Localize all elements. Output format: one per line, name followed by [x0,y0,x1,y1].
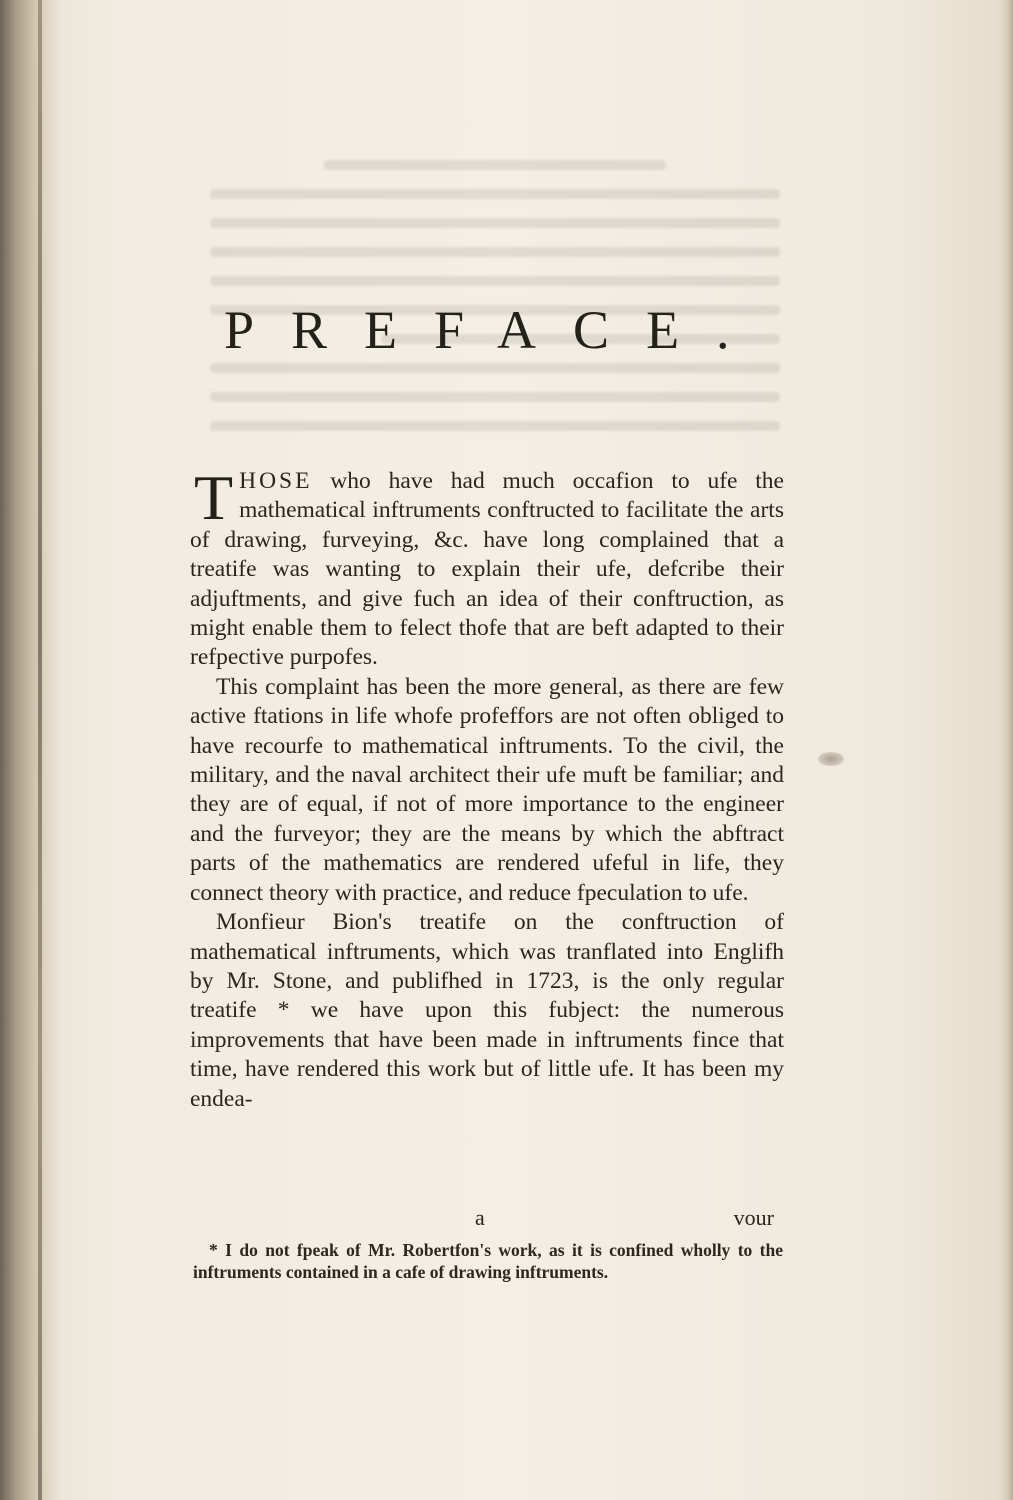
preface-body [190,462,784,1114]
signature-mark: a [475,1205,485,1230]
page-title: PREFACE. [224,300,767,360]
book-binding-shadow [0,0,62,1500]
paragraph-3: Monfieur Bion's treatife on the conftruction of mathematical inftruments, which was tranflated into Englifh by Mr. Stone, and publifhed in 1723, is the only regular treatife * we have upon this fubject: the numerous improvements that have been made in inftruments fince that time, have rendered this work but of little ufe. It has been my endea- [190,909,784,1112]
catchword: vour [733,1205,774,1230]
binding-edge [38,0,42,1500]
catch-line [190,1205,784,1233]
paragraph-1 [190,462,784,673]
paragraph-1-text: who have had much occafion to ufe the mathematical inftruments conftructed to facilitate the arts of drawing, furveying, &c. have long complained that a treatife was wanting to explain their ufe, defcribe their adjuftments, and give fuch an idea of their conftruction, as might enable them to felect thofe that are beft adapted to their refpective purpofes. [190,468,784,671]
paragraph-2: This complaint has been the more general, as there are few active ftations in life whofe profeffors are not often obliged to have recourfe to mathematical inftruments. To the civil, the military, and the naval architect their ufe muft be familiar; and they are of equal, if not of more importance to the engineer and the furveyor; they are the means by which the abftract parts of the mathematics are rendered ufeful in life, they connect theory with practice, and reduce fpeculation to ufe. [190,673,784,906]
ink-smudge [818,752,844,766]
footnote: * I do not fpeak of Mr. Robertfon's work, as it is confined wholly to the inftruments contained in a cafe of drawing inftruments. [193,1240,783,1282]
drop-cap: T [194,462,234,533]
first-word-caps: HOSE [239,468,313,494]
page-edge [999,0,1013,1500]
